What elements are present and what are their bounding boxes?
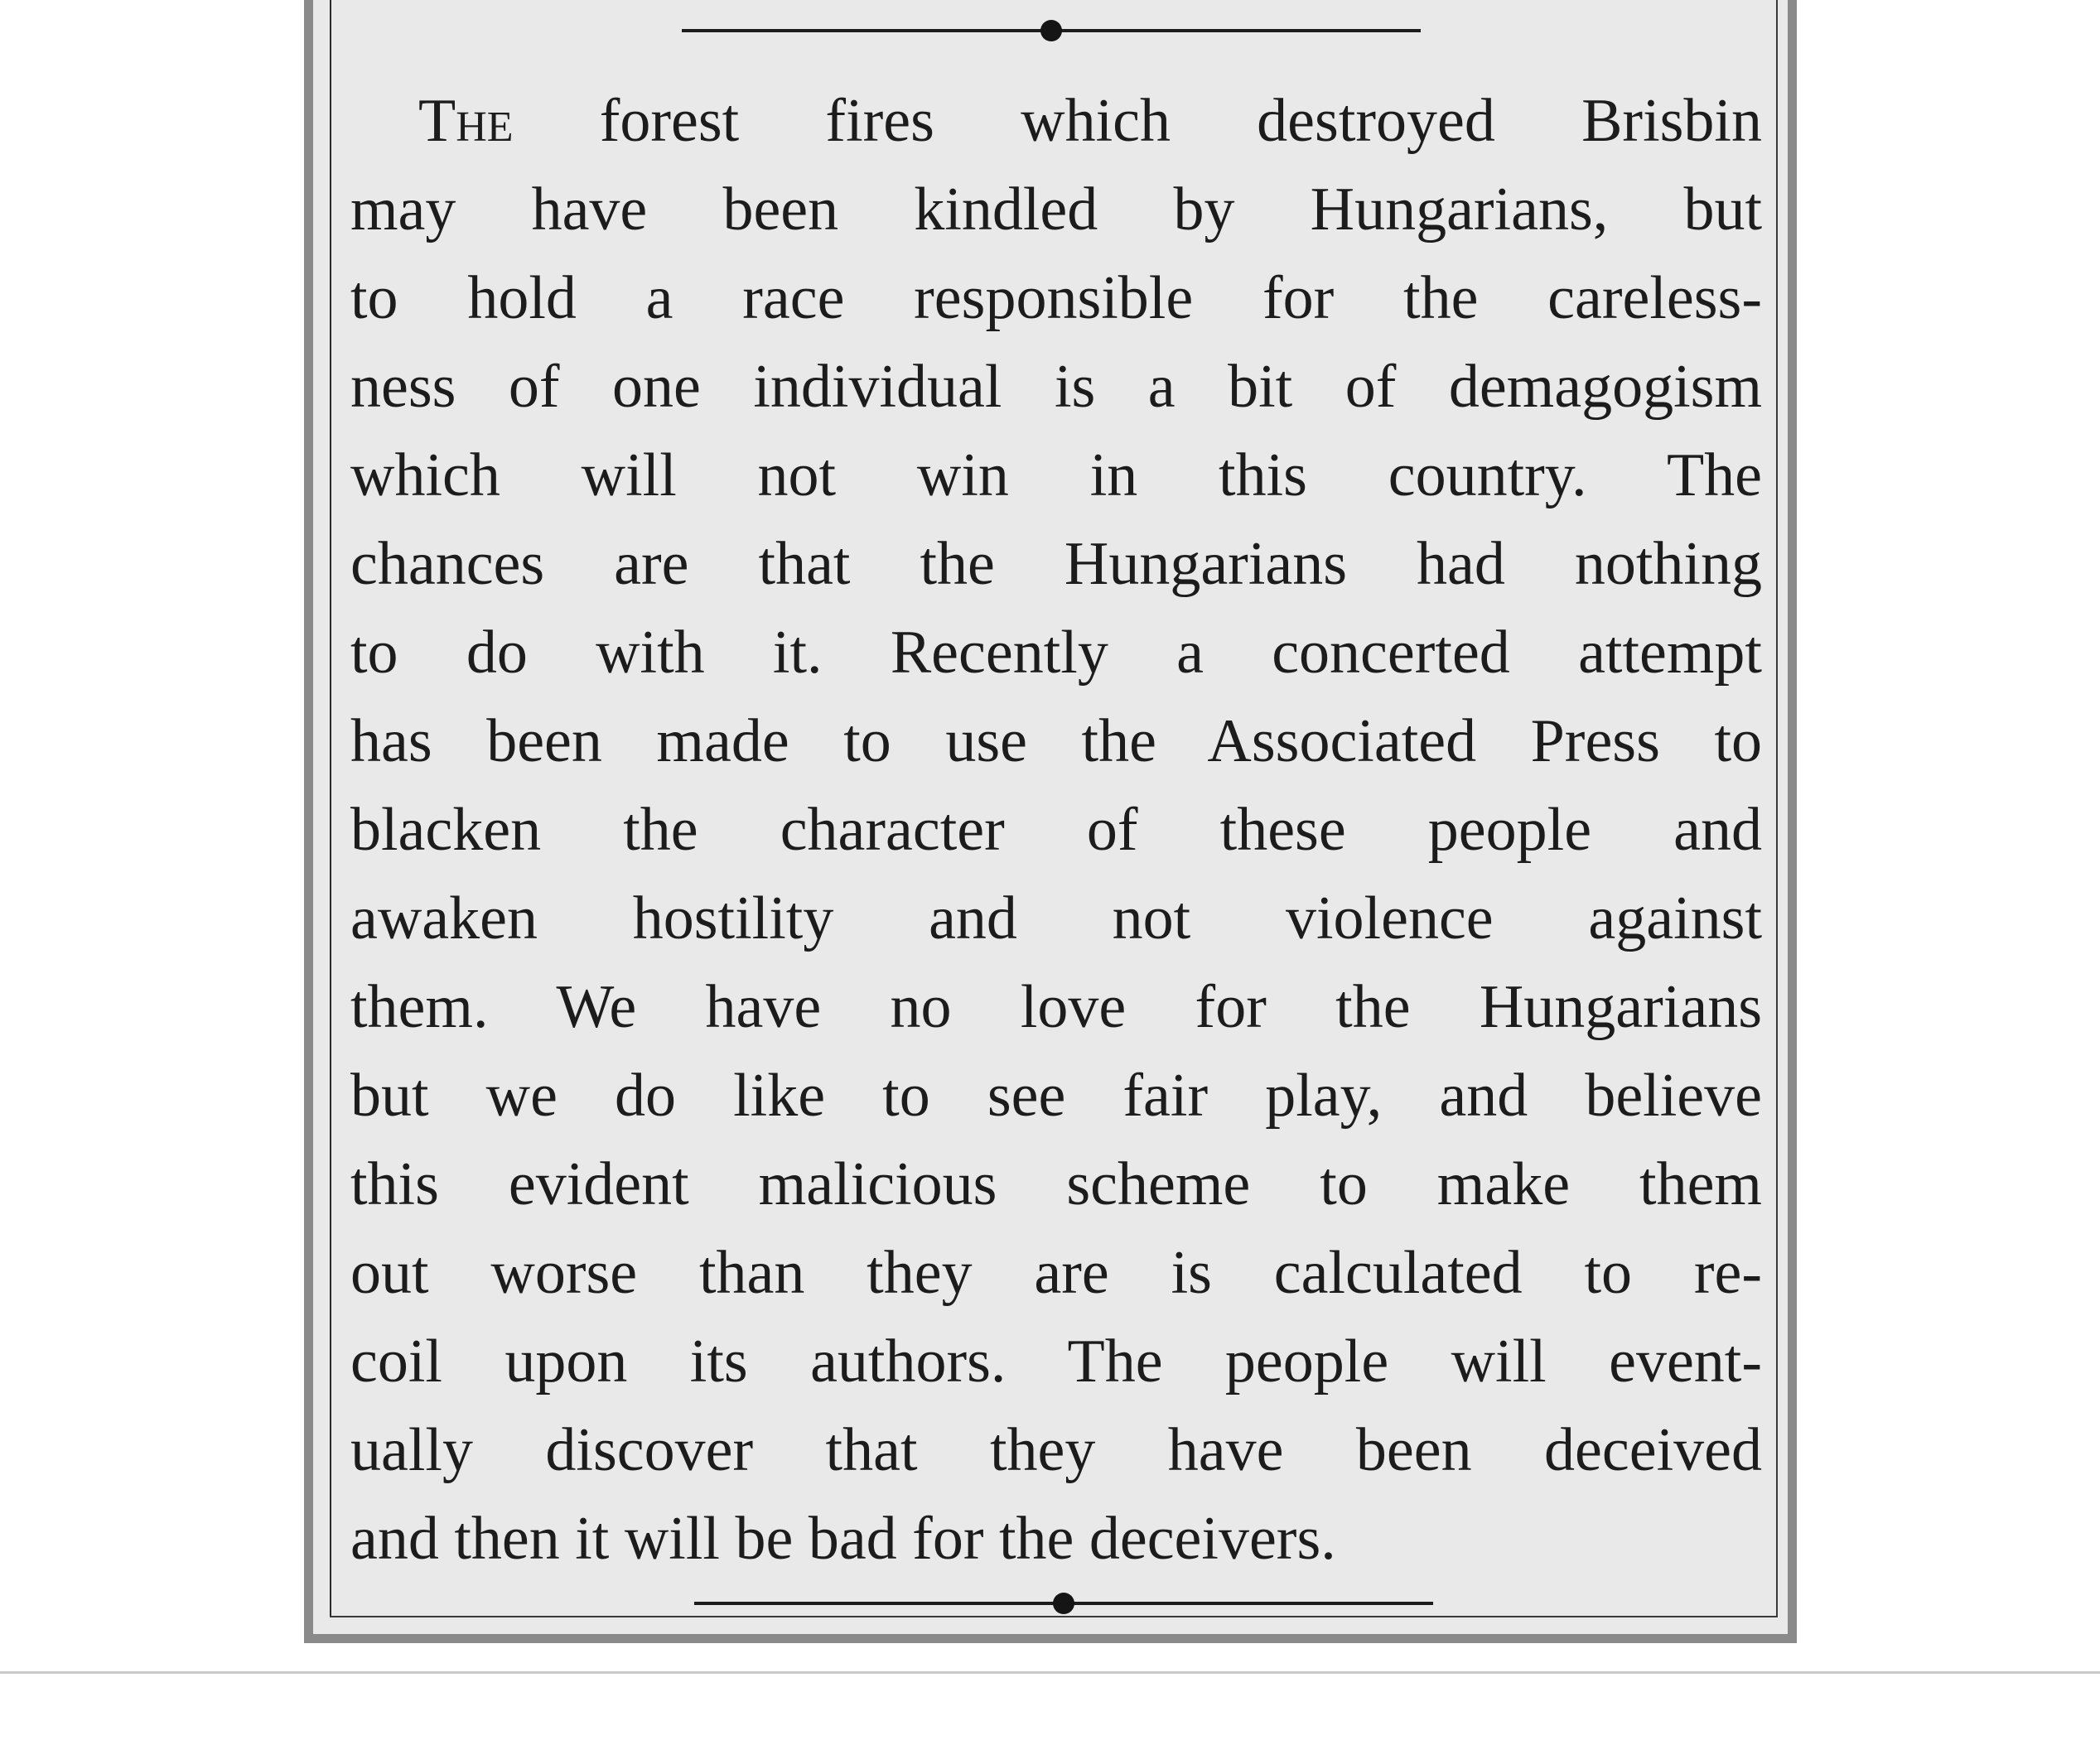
article-line: to do with it. Recently a concerted attempt bbox=[350, 619, 1762, 687]
article-line: awaken hostility and not violence against bbox=[350, 885, 1762, 952]
lead-word: The bbox=[418, 87, 514, 155]
article-line: has been made to use the Associated Press to bbox=[350, 707, 1762, 775]
article-text bbox=[350, 77, 1762, 1584]
top-ornament-rule bbox=[682, 18, 1421, 43]
article-line: coil upon its authors. The people will event- bbox=[350, 1328, 1762, 1396]
article-line: The forest fires which destroyed Brisbin bbox=[418, 87, 1762, 155]
article-line: blacken the character of these people and bbox=[350, 796, 1762, 864]
article-line: but we do like to see fair play, and believe bbox=[350, 1062, 1762, 1130]
article-line: chances are that the Hungarians had nothing bbox=[350, 530, 1762, 598]
article-line: to hold a race responsible for the careless- bbox=[350, 264, 1762, 332]
article-line: which will not win in this country. The bbox=[350, 441, 1762, 509]
article-line: out worse than they are is calculated to re- bbox=[350, 1239, 1762, 1307]
article-line: them. We have no love for the Hungarians bbox=[350, 973, 1762, 1041]
article-line: and then it will be bad for the deceivers. bbox=[350, 1505, 1336, 1573]
bottom-ornament-rule bbox=[694, 1591, 1433, 1616]
article-line: may have been kindled by Hungarians, but bbox=[350, 176, 1762, 243]
article-line: this evident malicious scheme to make them bbox=[350, 1150, 1762, 1218]
article-line: ness of one individual is a bit of demagogism bbox=[350, 353, 1762, 421]
newspaper-clipping bbox=[304, 0, 1797, 1643]
column-rule-bottom bbox=[330, 1616, 1778, 1617]
column-rule-left bbox=[330, 0, 331, 1617]
scan-edge bbox=[0, 1671, 2100, 1674]
column-rule-right bbox=[1776, 0, 1778, 1616]
ornament-dot bbox=[1040, 20, 1062, 41]
article-line: ually discover that they have been deceived bbox=[350, 1416, 1762, 1484]
ornament-dot bbox=[1053, 1593, 1074, 1614]
